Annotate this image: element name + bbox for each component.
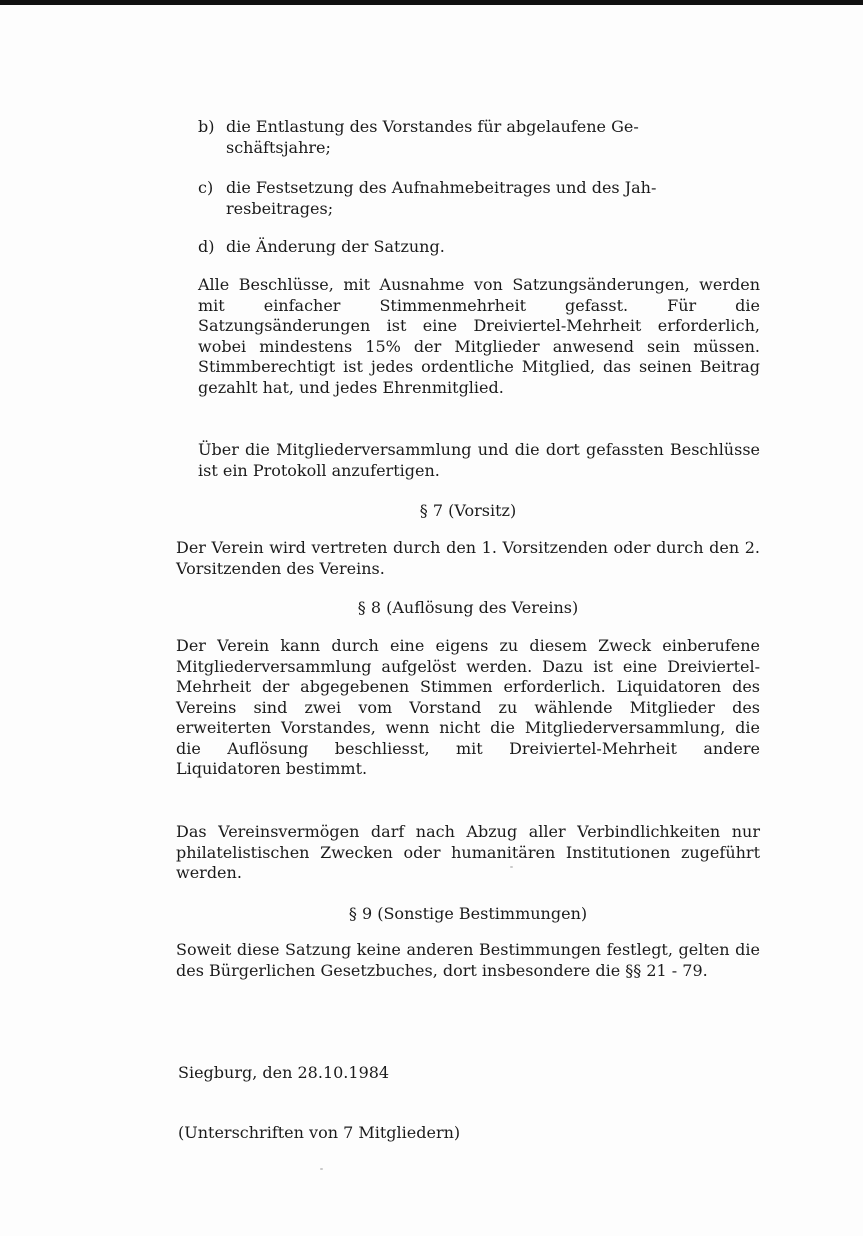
- list-item-b: [198, 116, 760, 158]
- scan-speck: [510, 866, 513, 868]
- list-marker-c: c): [198, 178, 214, 197]
- signatures-note: (Unterschriften von 7 Mitgliedern): [178, 1123, 461, 1142]
- list-marker-d: d): [198, 237, 215, 256]
- scan-speck: [320, 1168, 323, 1170]
- list-item-d: [198, 236, 760, 257]
- list-item-c: [198, 177, 760, 219]
- section-7-heading: § 7 (Vorsitz): [419, 501, 517, 520]
- section-9-text: Soweit diese Satzung keine anderen Bestimmungen festlegt, gelten die des Bürgerlichen Gesetzbuches, dort insbesondere die §§ 21 - 79.: [176, 940, 760, 980]
- paragraph-minutes: Über die Mitgliederversammlung und die dort gefassten Beschlüsse ist ein Protokoll anzufertigen.: [198, 440, 760, 480]
- section-8-text-1: Der Verein kann durch eine eigens zu diesem Zweck einberufene Mitgliederversammlung aufgelöst werden. Dazu ist eine Dreiviertel-Mehrheit der abgegebenen Stimmen erforderlich. Liquidatoren des Vereins sind zwei vom Vorstand zu wählende Mitglieder des erweiterten Vorstandes, wenn nicht die Mitgliederversammlung, die die Auflösung beschliesst, mit Dreiviertel-Mehrheit andere Liquidatoren bestimmt.: [176, 636, 760, 778]
- section-9-heading: § 9 (Sonstige Bestimmungen): [348, 904, 588, 923]
- list-marker-b: b): [198, 117, 215, 136]
- section-8-heading: § 8 (Auflösung des Vereins): [357, 598, 579, 617]
- list-item-c-line2: resbeitrages;: [226, 199, 334, 218]
- scan-top-edge: [0, 0, 863, 5]
- paragraph-resolutions: Alle Beschlüsse, mit Ausnahme von Satzungsänderungen, werden mit einfacher Stimmenmehrheit gefasst. Für die Satzungsänderungen ist eine Dreiviertel-Mehrheit erforderlich, wobei mindestens 15% der Mitglieder anwesend sein müssen. Stimmberechtigt ist jedes ordentliche Mitglied, das seinen Beitrag gezahlt hat, und jedes Ehrenmitglied.: [198, 275, 760, 397]
- section-7-text: Der Verein wird vertreten durch den 1. Vorsitzenden oder durch den 2. Vorsitzenden des Vereins.: [176, 538, 760, 578]
- section-8-text-2: Das Vereinsvermögen darf nach Abzug aller Verbindlichkeiten nur philatelistischen Zwecken oder humanitären Institutionen zugeführt werden.: [176, 822, 760, 882]
- list-item-c-line1: die Festsetzung des Aufnahmebeitrages und des Jah-: [226, 178, 657, 197]
- list-item-b-line1: die Entlastung des Vorstandes für abgelaufene Ge-: [226, 117, 639, 136]
- list-item-b-line2: schäftsjahre;: [226, 138, 331, 157]
- list-item-d-line1: die Änderung der Satzung.: [226, 237, 445, 256]
- place-and-date: Siegburg, den 28.10.1984: [178, 1063, 390, 1082]
